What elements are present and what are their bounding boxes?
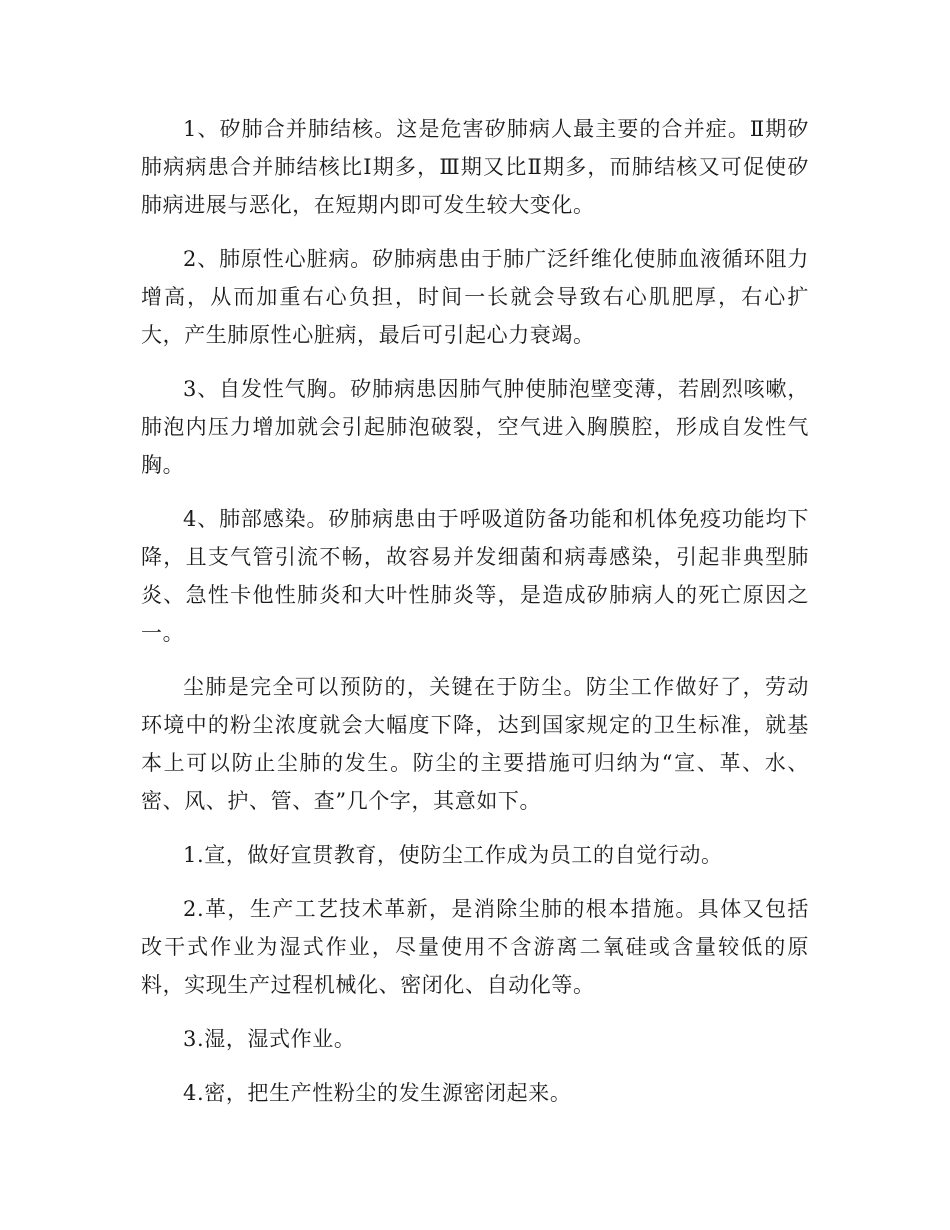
- document-body: [141, 110, 809, 1128]
- paragraph-spontaneous-pneumothorax: 3、自发性气胸。矽肺病患因肺气肿使肺泡壁变薄，若剧烈咳嗽，肺泡内压力增加就会引起肺泡破裂，空气进入胸膜腔，形成自发性气胸。: [141, 377, 809, 477]
- paragraph-measure-wet: 3.湿，湿式作业。: [183, 1027, 356, 1051]
- paragraph-prevention-intro: 尘肺是完全可以预防的，关键在于防尘。防尘工作做好了，劳动环境中的粉尘浓度就会大幅度下降，达到国家规定的卫生标准，就基本上可以防止尘肺的发生。防尘的主要措施可归纳为“宣、革、水、密、风、护、管、查”几个字，其意如下。: [141, 675, 809, 813]
- paragraph-measure-publicity: 1.宣，做好宣贯教育，使防尘工作成为员工的自觉行动。: [183, 843, 723, 867]
- paragraph-silicosis-tuberculosis: 1、矽肺合并肺结核。这是危害矽肺病人最主要的合并症。Ⅱ期矽肺病病患合并肺结核比Ⅰ期多，Ⅲ期又比Ⅱ期多，而肺结核又可促使矽肺病进展与恶化，在短期内即可发生较大变化。: [141, 117, 809, 217]
- paragraph-measure-seal: 4.密，把生产性粉尘的发生源密闭起来。: [183, 1081, 572, 1105]
- paragraph-lung-infection: 4、肺部感染。矽肺病患由于呼吸道防备功能和机体免疫功能均下降，且支气管引流不畅，故容易并发细菌和病毒感染，引起非典型肺炎、急性卡他性肺炎和大叶性肺炎等，是造成矽肺病人的死亡原因之一。: [141, 507, 809, 645]
- paragraph-measure-reform: 2.革，生产工艺技术革新，是消除尘肺的根本措施。具体又包括改干式作业为湿式作业，尽量使用不含游离二氧硅或含量较低的原料，实现生产过程机械化、密闭化、自动化等。: [141, 897, 809, 997]
- paragraph-pulmonary-heart-disease: 2、肺原性心脏病。矽肺病患由于肺广泛纤维化使肺血液循环阻力增高，从而加重右心负担，时间一长就会导致右心肌肥厚，右心扩大，产生肺原性心脏病，最后可引起心力衰竭。: [141, 247, 809, 347]
